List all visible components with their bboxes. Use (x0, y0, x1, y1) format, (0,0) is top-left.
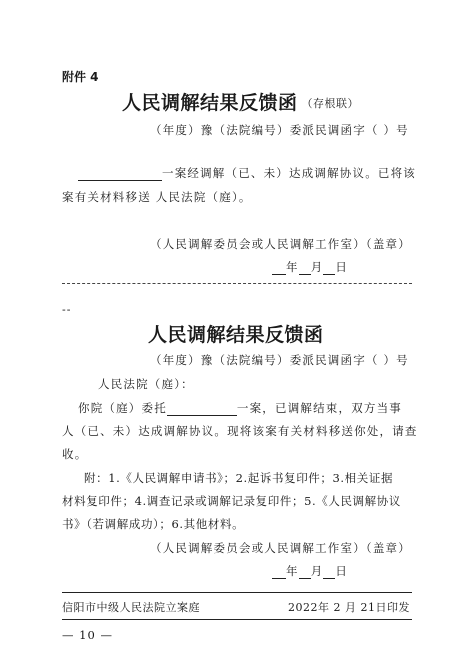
attachment-label: 附件 4 (62, 70, 99, 84)
day-blank (323, 263, 335, 275)
footer-issuer: 信阳市中级人民法院立案庭 (62, 601, 200, 614)
stub-signatory: （人民调解委员会或人民调解工作室）（盖章） (150, 237, 411, 251)
stub-title-text: 人民调解结果反馈函 (122, 92, 298, 114)
year-blank (272, 263, 286, 275)
letter-date (272, 563, 348, 579)
footer-bottom-rule (62, 619, 412, 620)
letter-attachments-line3: 书》（若调解成功）；6.其他材料。 (62, 517, 245, 531)
case-blank (78, 169, 162, 181)
letter-attachments-line1: 附：1.《人民调解申请书》；2.起诉书复印件；3.相关证据 (84, 471, 394, 485)
letter-para1-line3: 收。 (62, 447, 88, 461)
cut-line (62, 283, 412, 284)
year-blank (272, 567, 286, 579)
letter-reference-line: （年度）豫（法院编号）委派民调函字（ ）号 (150, 353, 409, 367)
month-blank (299, 567, 311, 579)
stub-date-day: 日 (335, 260, 349, 274)
stub-body-line1 (78, 165, 416, 181)
stub-title (122, 88, 359, 115)
letter-addressee: 人民法院（庭）： (98, 377, 194, 391)
stub-date-month: 月 (310, 260, 324, 274)
letter-para1-line1 (78, 400, 402, 416)
letter-para1-line2: 人（已、未）达成调解协议。现将该案有关材料移送你处，请查 (62, 424, 418, 438)
stub-reference-line: （年度）豫（法院编号）委派民调函字（ ）号 (150, 123, 409, 137)
letter-date-day: 日 (335, 564, 349, 578)
letter-signatory: （人民调解委员会或人民调解工作室）（盖章） (150, 541, 411, 555)
footer-issue-date: 2022年 2 月 21日印发 (288, 601, 410, 614)
letter-para1-suffix: 一案，已调解结束，双方当事 (236, 401, 403, 415)
letter-date-month: 月 (310, 564, 324, 578)
letter-title: 人民调解结果反馈函 (148, 324, 324, 346)
case-blank (167, 404, 237, 416)
day-blank (323, 567, 335, 579)
letter-date-year: 年 (286, 564, 299, 578)
stub-body-line2: 案有关材料移送 人民法院（庭）。 (62, 190, 252, 204)
month-blank (299, 263, 311, 275)
stub-body-line1-text: 一案经调解（已、未）达成调解协议。已将该 (162, 166, 416, 180)
footer-top-rule (62, 592, 412, 593)
letter-attachments-line2: 材料复印件；4.调查记录或调解记录复印件；5.《人民调解协议 (62, 494, 401, 508)
stub-title-note: （存根联） (301, 97, 360, 110)
letter-para1-prefix: 你院（庭）委托 (78, 401, 167, 415)
cut-line-tail: -- (62, 303, 72, 316)
page-number: — 10 — (62, 628, 113, 642)
stub-date (272, 259, 348, 275)
stub-date-year: 年 (286, 260, 299, 274)
